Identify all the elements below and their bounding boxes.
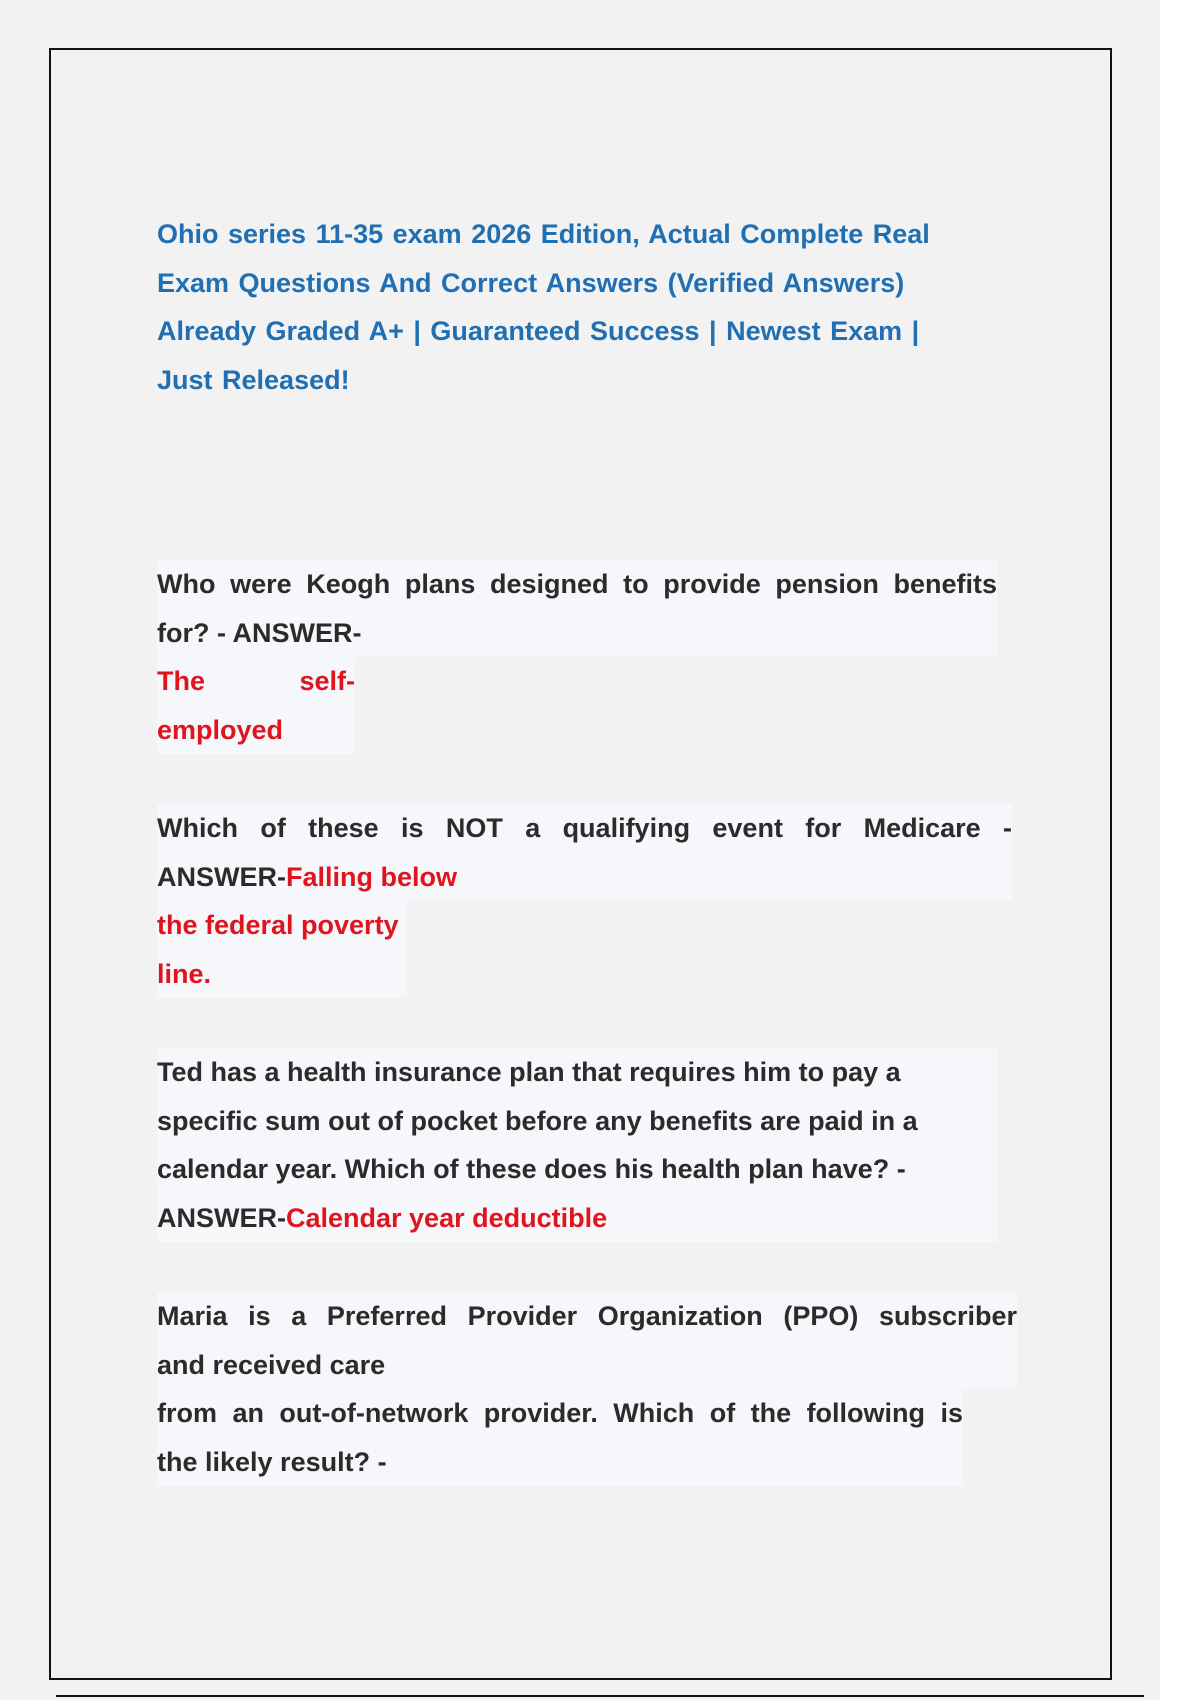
answer-text: Falling below [286, 861, 458, 892]
answer-word: self- [299, 666, 355, 696]
answer-word: The [157, 666, 206, 696]
document-title: Ohio series 11-35 exam 2026 Edition, Actual Complete Real Exam Questions And Correct Answers (Verified Answers) Already Graded A+ | Guaranteed Success | Newest Exam | Just Released! [157, 219, 930, 395]
question-line: Ted has a health insurance plan that requires him to pay a [157, 1048, 997, 1097]
question-line: Who were Keogh plans designed to provide pension benefits [157, 560, 997, 609]
qa-item-deductible [157, 1048, 997, 1242]
question-line: Which of these is NOT a qualifying event for Medicare - [157, 804, 1012, 853]
question-line: the likely result? - [157, 1438, 963, 1487]
question-line: and received care [157, 1341, 1017, 1390]
question-line: calendar year. Which of these does his health plan have? - [157, 1145, 997, 1194]
qa-item-keogh [157, 560, 997, 754]
question-fragment: ANSWER- [157, 861, 286, 892]
question-fragment: ANSWER- [157, 1202, 286, 1233]
answer-line: line. [157, 950, 407, 999]
question-line: for? - ANSWER- [157, 609, 997, 658]
question-answer-line [157, 1194, 997, 1243]
question-answer-line [157, 853, 1012, 902]
page-content [157, 210, 1017, 1477]
answer-line: employed [157, 706, 355, 755]
answer-line: the federal poverty [157, 901, 407, 950]
answer-text: Calendar year deductible [286, 1202, 608, 1233]
question-line: from an out-of-network provider. Which of the following is [157, 1389, 963, 1438]
answer-words [157, 657, 355, 706]
answer-line [157, 657, 355, 706]
bottom-rule [56, 1695, 1144, 1697]
question-line: specific sum out of pocket before any benefits are paid in a [157, 1097, 997, 1146]
qa-item-medicare [157, 804, 1012, 998]
question-line: Maria is a Preferred Provider Organization (PPO) subscriber [157, 1292, 1017, 1341]
qa-item-ppo [157, 1292, 1017, 1486]
